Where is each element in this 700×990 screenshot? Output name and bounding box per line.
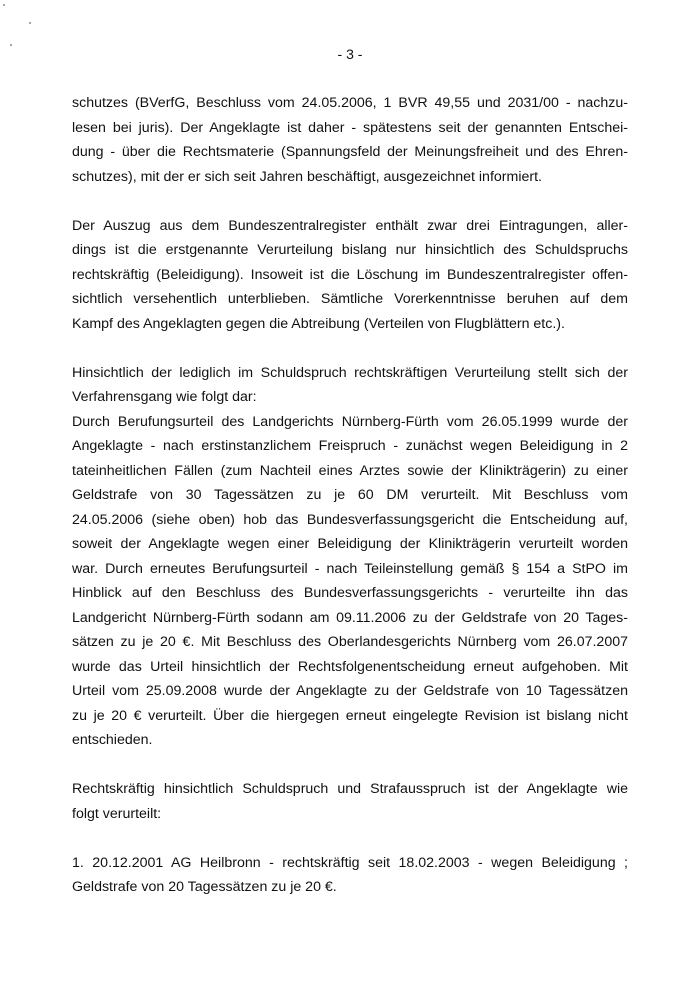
text-line: rechtskräftig (Beleidigung). Insoweit ist die Löschung im Bundeszentralregister offen-: [72, 266, 628, 283]
text-line: Geldstrafe von 20 Tagessätzen zu je 20 €.: [72, 879, 337, 895]
text-line: Verfahrensgang wie folgt dar:: [72, 389, 257, 405]
text-line: wurde das Urteil hinsichtlich der Rechtsfolgenentscheidung erneut aufgehoben. Mit: [72, 658, 628, 675]
text-line: lesen bei juris). Der Angeklagte ist daher - spätestens seit der genannten Entschei-: [72, 119, 628, 136]
text-line: Kampf des Angeklagten gegen die Abtreibung (Verteilen von Flugblättern etc.).: [72, 315, 565, 332]
text-line: Hinblick auf den Beschluss des Bundesverfassungsgerichts - verurteilte ihn das: [72, 585, 628, 601]
text-line: Rechtskräftig hinsichtlich Schuldspruch und Strafausspruch ist der Angeklagte wie: [72, 781, 628, 797]
text-line: zu je 20 € verurteilt. Über die hiergegen erneut eingelegte Revision ist bislang nicht: [72, 707, 628, 724]
text-line: war. Durch erneutes Berufungsurteil - nach Teileinstellung gemäß § 154 a StPO im: [72, 560, 628, 577]
text-line: dings ist die erstgenannte Verurteilung bislang nur hinsichtlich des Schuldspruchs: [72, 242, 628, 258]
text-line: entschieden.: [72, 732, 153, 748]
text-line: 1. 20.12.2001 AG Heilbronn - rechtskräftig seit 18.02.2003 - wegen Beleidigung ;: [72, 854, 628, 871]
text-line: Hinsichtlich der lediglich im Schuldspruch rechtskräftigen Verurteilung stellt sich der: [72, 364, 628, 381]
text-line: tateinheitlichen Fällen (zum Nachteil eines Arztes sowie der Klinikträgerin) zu einer: [72, 462, 628, 479]
text-line: Durch Berufungsurteil des Landgerichts Nürnberg-Fürth vom 26.05.1999 wurde der: [72, 413, 628, 430]
text-line: Landgericht Nürnberg-Fürth sodann am 09.11.2006 zu der Geldstrafe von 20 Tages-: [72, 609, 628, 626]
paragraph-2: [72, 214, 628, 337]
text-line: schutzes (BVerfG, Beschluss vom 24.05.2006, 1 BVR 49,55 und 2031/00 - nachzu-: [72, 95, 628, 111]
text-line: sichtlich versehentlich unterblieben. Sämtliche Vorerkenntnisse beruhen auf dem: [72, 291, 628, 307]
text-line: dung - über die Rechtsmaterie (Spannungsfeld der Meinungsfreiheit und des Ehren-: [72, 144, 628, 160]
page-number: - 3 -: [337, 46, 363, 62]
text-line: Der Auszug aus dem Bundeszentralregister enthält zwar drei Eintragungen, aller-: [72, 217, 628, 234]
paragraph-3: [72, 361, 628, 753]
paragraph-1: [72, 91, 628, 189]
text-line: folgt verurteilt:: [72, 805, 162, 822]
paragraph-5: [72, 851, 628, 900]
letter-body: [72, 91, 628, 924]
text-line: soweit der Angeklagte wegen einer Beleidigung der Klinikträgerin verurteilt worden: [72, 536, 628, 552]
text-line: schutzes), mit der er sich seit Jahren beschäftigt, ausgezeichnet informiert.: [72, 168, 542, 185]
paragraph-4: [72, 777, 628, 826]
text-line: 24.05.2006 (siehe oben) hob das Bundesverfassungsgericht die Entscheidung auf,: [72, 511, 628, 528]
text-line: sätzen zu je 20 €. Mit Beschluss des Oberlandesgerichts Nürnberg vom 26.07.2007: [72, 634, 628, 650]
text-line: Urteil vom 25.09.2008 wurde der Angeklagte zu der Geldstrafe von 10 Tagessätzen: [72, 683, 628, 699]
text-line: Angeklagte - nach erstinstanzlichem Freispruch - zunächst wegen Beleidigung in 2: [72, 438, 628, 454]
text-line: Geldstrafe von 30 Tagessätzen zu je 60 DM verurteilt. Mit Beschluss vom: [72, 487, 628, 503]
